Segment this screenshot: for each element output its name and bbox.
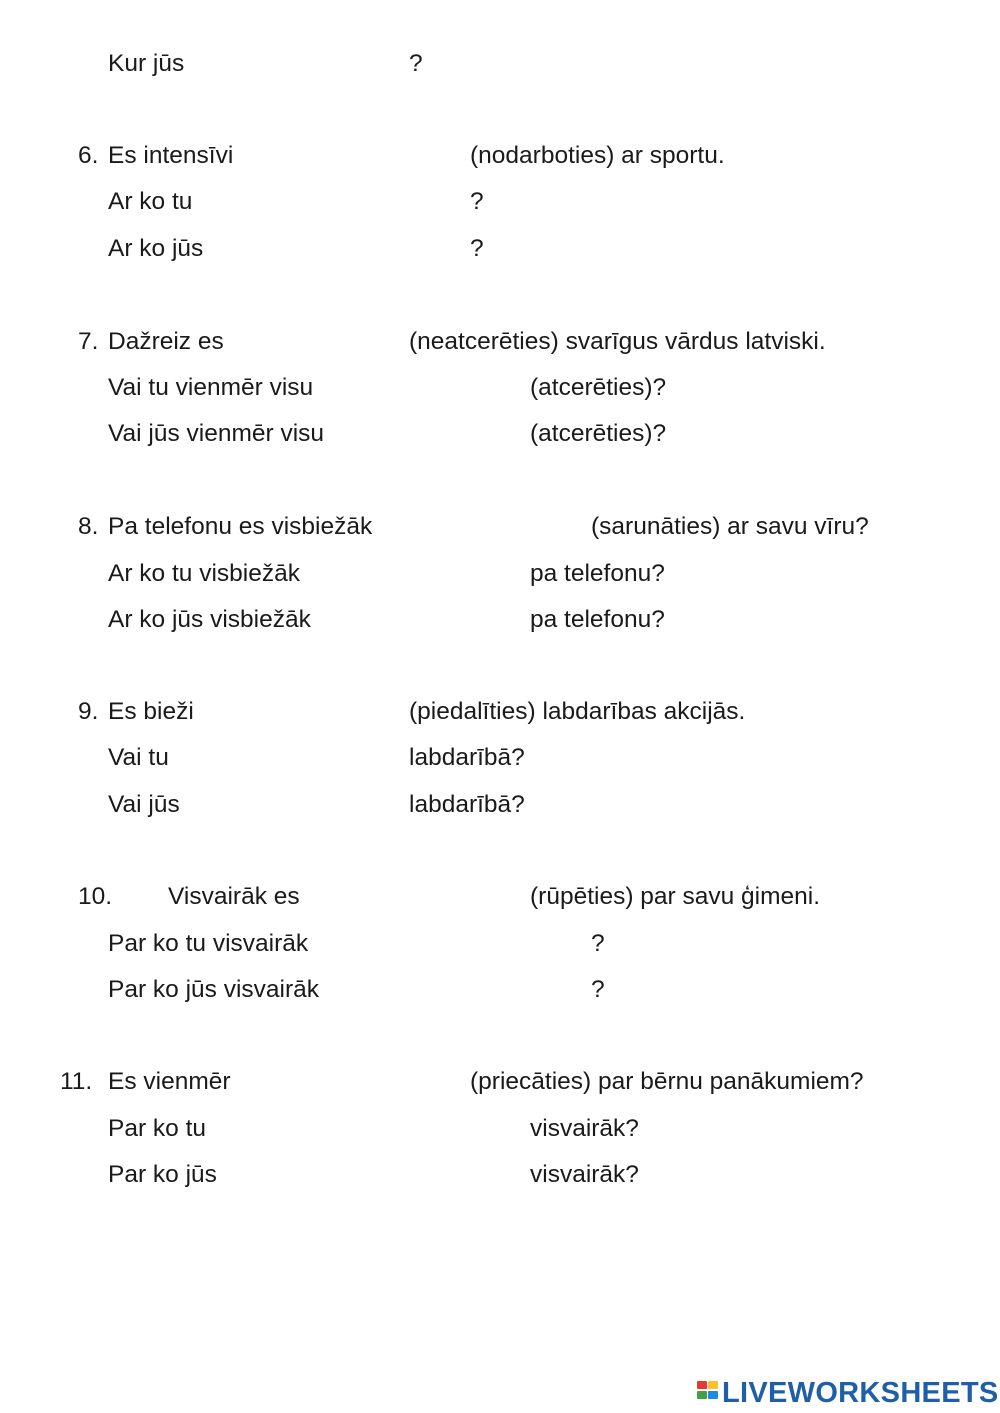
verb-hint-text: (nodarboties) ar sportu.	[470, 142, 725, 169]
statement-text: Visvairāk es	[168, 883, 300, 910]
question-text: Vai tu	[108, 744, 169, 771]
verb-hint-text: (neatcerēties) svarīgus vārdus latviski.	[409, 328, 826, 355]
liveworksheets-logo	[697, 1378, 999, 1408]
answer-blank-suffix: visvairāk?	[530, 1115, 639, 1142]
question-text: Ar ko tu visbiežāk	[108, 560, 300, 587]
item-number: 10.	[78, 883, 113, 910]
verb-hint-text: (piedalīties) labdarības akcijās.	[409, 698, 746, 725]
liveworksheets-logo-icon	[697, 1379, 719, 1407]
item-number: 7.	[78, 328, 99, 355]
verb-hint-text: (atcerēties)?	[530, 420, 667, 447]
answer-blank-suffix: ?	[591, 976, 605, 1003]
question-text: Vai jūs	[108, 791, 180, 818]
question-text: Vai jūs vienmēr visu	[108, 420, 325, 447]
statement-text: Es vienmēr	[108, 1068, 231, 1095]
question-text: Par ko tu visvairāk	[108, 930, 309, 957]
item-number: 8.	[78, 513, 99, 540]
question-text: Ar ko jūs	[108, 235, 204, 262]
answer-blank-suffix: pa telefonu?	[530, 606, 665, 633]
answer-blank-suffix: ?	[470, 235, 484, 262]
answer-blank-suffix: labdarībā?	[409, 791, 525, 818]
answer-blank-suffix: labdarībā?	[409, 744, 525, 771]
answer-blank-suffix: ?	[591, 930, 605, 957]
item-number: 6.	[78, 142, 99, 169]
question-text: Kur jūs	[108, 50, 185, 77]
answer-blank-suffix: pa telefonu?	[530, 560, 665, 587]
question-text: Par ko tu	[108, 1115, 207, 1142]
answer-blank-suffix: visvairāk?	[530, 1161, 639, 1188]
statement-text: Pa telefonu es visbiežāk	[108, 513, 373, 540]
verb-hint-text: (priecāties) par bērnu panākumiem?	[470, 1068, 864, 1095]
item-number: 11.	[60, 1068, 93, 1095]
question-text: Vai tu vienmēr visu	[108, 374, 314, 401]
question-text: Ar ko tu	[108, 188, 193, 215]
liveworksheets-logo-text: LIVEWORKSHEETS	[722, 1376, 999, 1409]
statement-text: Dažreiz es	[108, 328, 224, 355]
verb-hint-text: (rūpēties) par savu ģimeni.	[530, 883, 821, 910]
statement-text: Es bieži	[108, 698, 194, 725]
question-text: Par ko jūs	[108, 1161, 217, 1188]
question-text: Ar ko jūs visbiežāk	[108, 606, 311, 633]
answer-blank-suffix: ?	[409, 50, 423, 77]
question-text: Par ko jūs visvairāk	[108, 976, 320, 1003]
verb-hint-text: (sarunāties) ar savu vīru?	[591, 513, 869, 540]
verb-hint-text: (atcerēties)?	[530, 374, 667, 401]
statement-text: Es intensīvi	[108, 142, 234, 169]
item-number: 9.	[78, 698, 99, 725]
answer-blank-suffix: ?	[470, 188, 484, 215]
